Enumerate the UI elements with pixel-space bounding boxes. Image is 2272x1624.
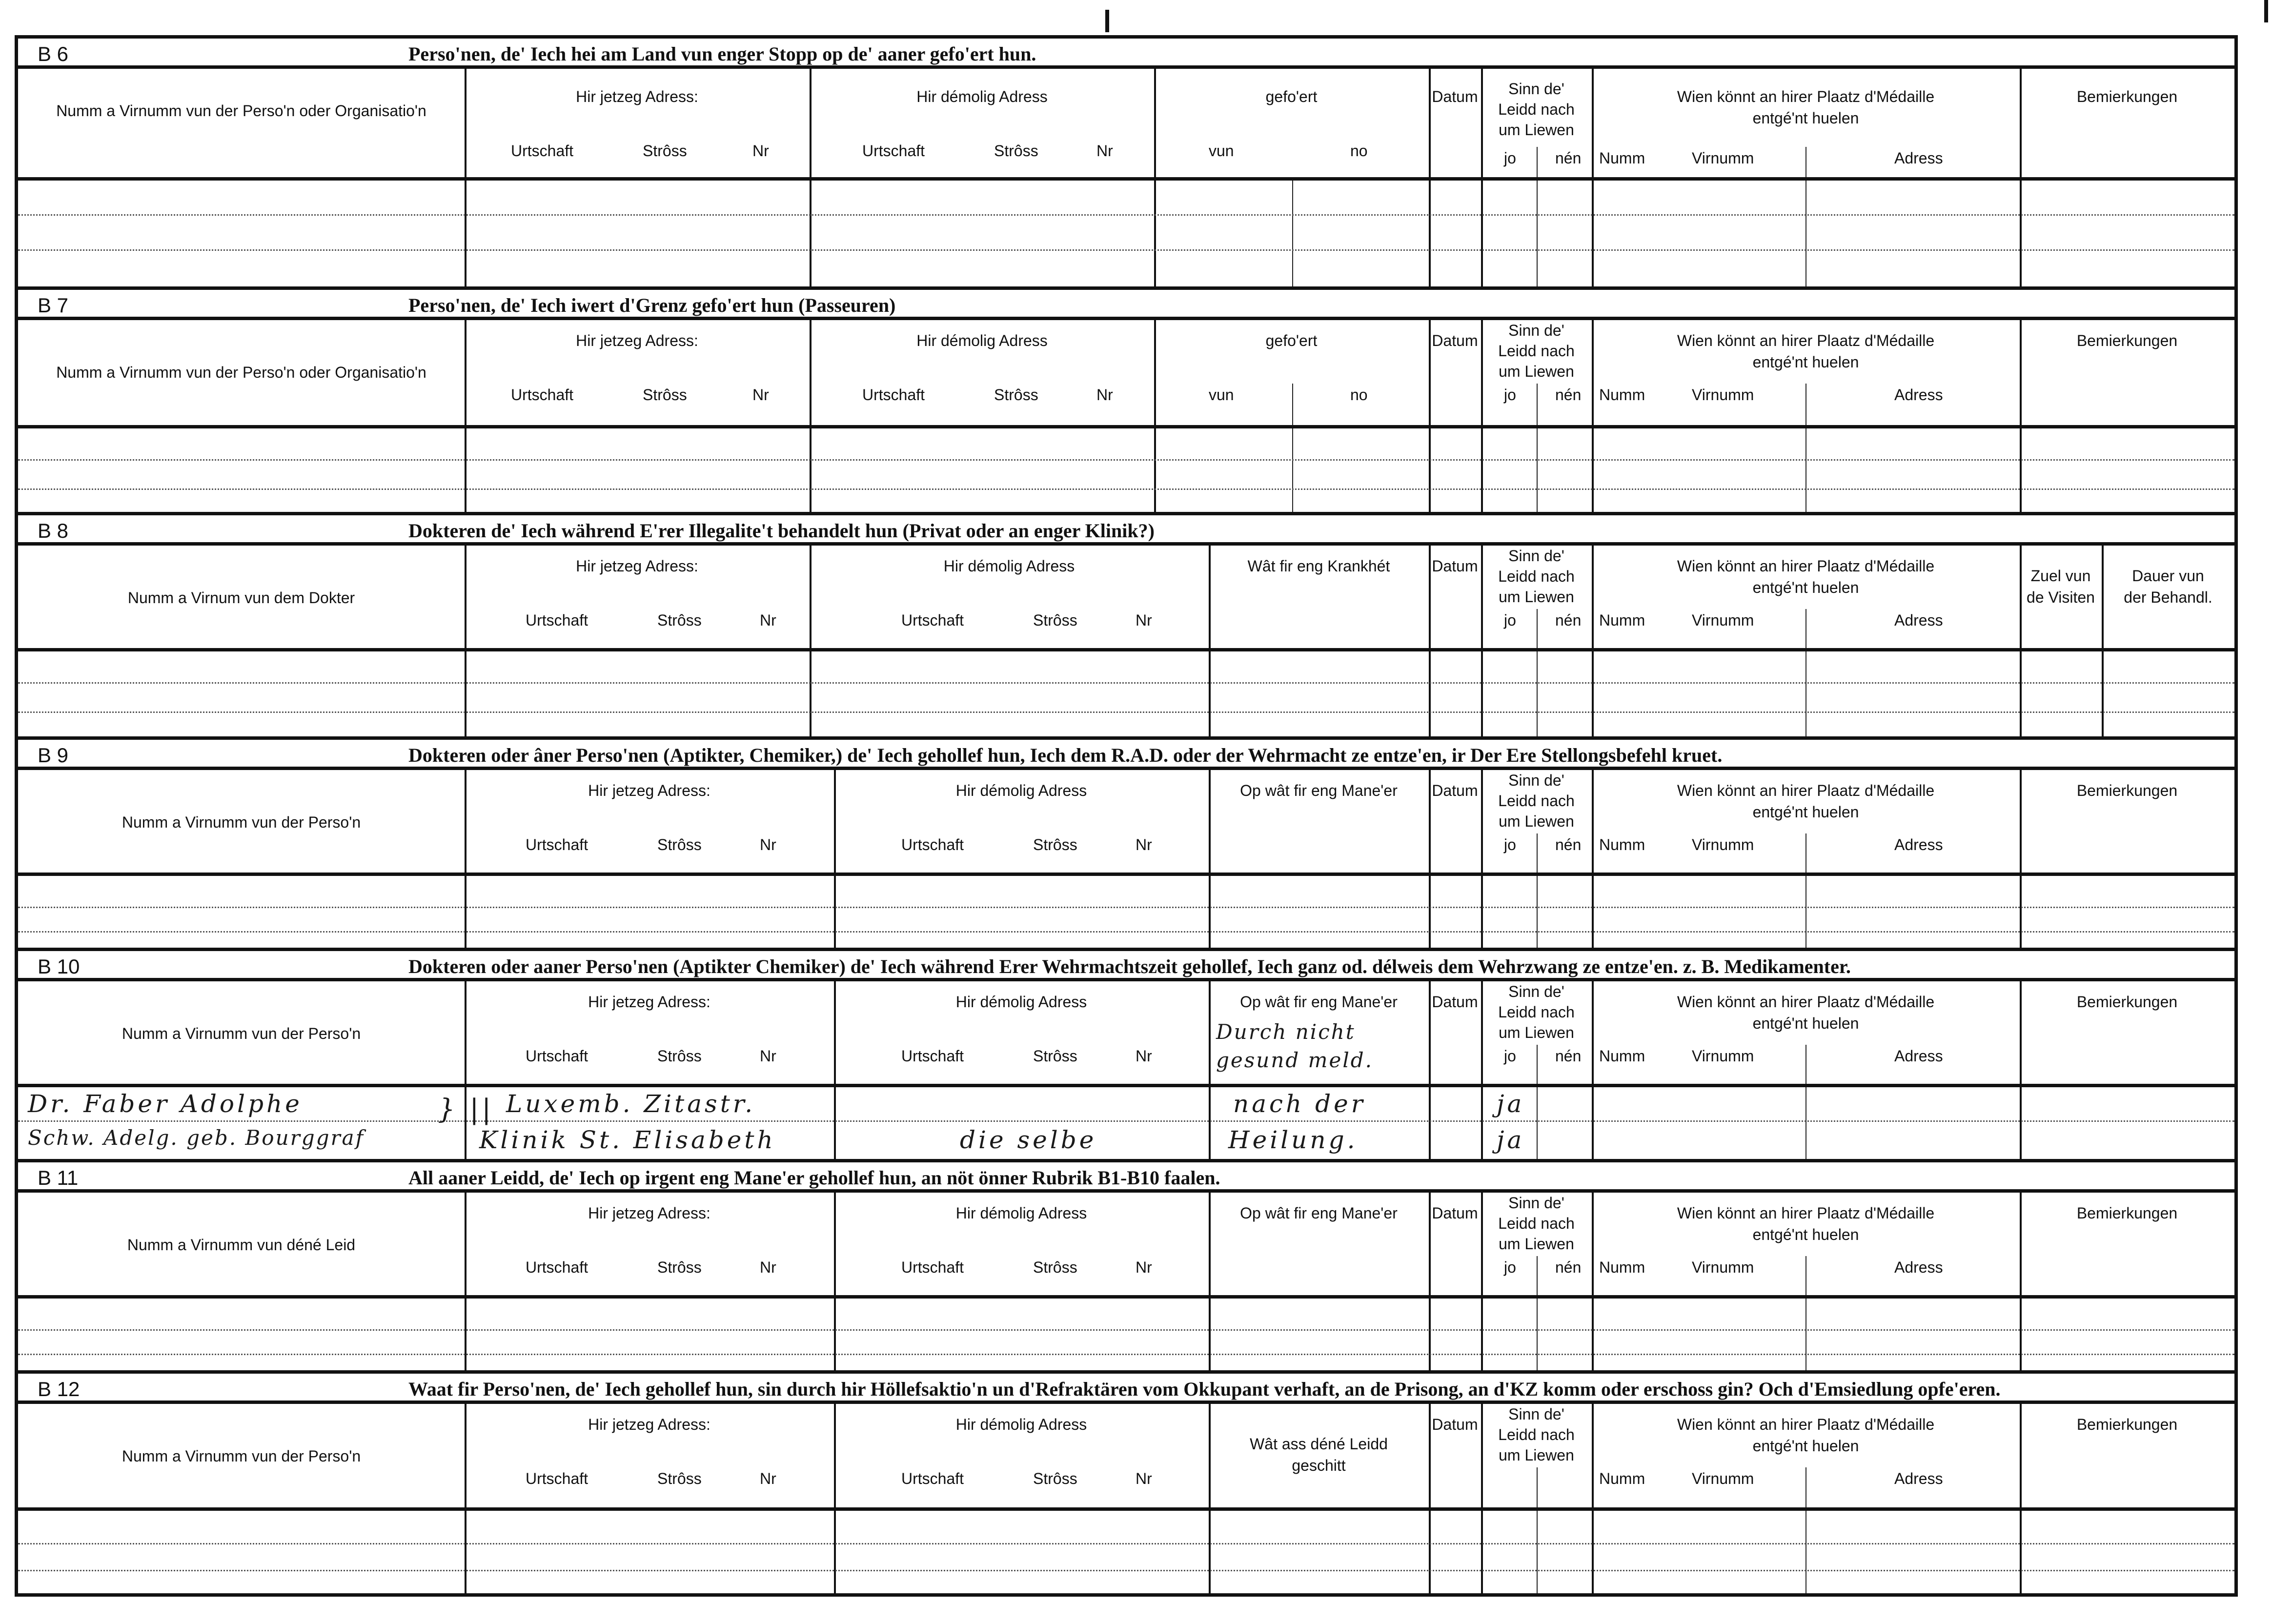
current-address-header: Hir jetzeg Adress: [576, 332, 698, 349]
nen-label: nén [1555, 1047, 1582, 1065]
stross-label: Strôss [657, 836, 702, 853]
scan-mark [1105, 10, 1109, 32]
medal-line: entgé'nt huelen [1752, 579, 1859, 596]
bemierkungen-header: Bemierkungen [2076, 1204, 2178, 1222]
sinn-line: Leidd nach [1498, 568, 1575, 585]
gefoert-header: gefo'ert [1265, 332, 1318, 349]
vun-label: vun [1209, 386, 1234, 404]
nr-label: Nr [1096, 386, 1113, 404]
adress-label: Adress [1894, 149, 1943, 167]
dauer-header [2102, 565, 2234, 608]
urtschaft-label: Urtschaft [511, 386, 574, 404]
bemierkungen-header: Bemierkungen [2076, 88, 2178, 105]
virnumm-label: Virnumm [1692, 1047, 1754, 1065]
medal-header [1592, 555, 2020, 598]
sinn-line: um Liewen [1499, 1446, 1574, 1464]
stross-label: Strôss [994, 142, 1038, 160]
virnumm-label: Virnumm [1692, 149, 1754, 167]
numm-label: Numm [1599, 836, 1645, 853]
urtschaft-label: Urtschaft [526, 1259, 588, 1276]
urtschaft-label: Urtschaft [901, 1259, 964, 1276]
section-grid [18, 320, 2234, 515]
datum-header: Datum [1432, 1416, 1478, 1433]
sinn-line: um Liewen [1499, 812, 1574, 830]
nr-label: Nr [1136, 1259, 1152, 1276]
urtschaft-label: Urtschaft [526, 1047, 588, 1065]
sinn-header [1481, 1404, 1592, 1465]
geschitt-line: geschitt [1292, 1457, 1346, 1474]
virnumm-label: Virnumm [1692, 386, 1754, 404]
sinn-header [1481, 320, 1592, 382]
section-grid [18, 546, 2234, 740]
urtschaft-label: Urtschaft [901, 611, 964, 629]
stross-label: Strôss [643, 386, 687, 404]
datum-header: Datum [1432, 1204, 1478, 1222]
nr-label: Nr [752, 386, 769, 404]
jo-label: jo [1504, 611, 1516, 629]
current-address-header: Hir jetzeg Adress: [576, 88, 698, 105]
nr-label: Nr [752, 142, 769, 160]
numm-label: Numm [1599, 611, 1645, 629]
section-header [18, 290, 2234, 320]
nr-label: Nr [1136, 836, 1152, 853]
medal-header [1592, 780, 2020, 823]
maneier-header: Op wât fir eng Mane'er [1240, 1204, 1398, 1222]
adress-label: Adress [1894, 1259, 1943, 1276]
nr-label: Nr [1136, 611, 1152, 629]
no-label: no [1350, 386, 1368, 404]
dauer-line: der Behandl. [2124, 589, 2212, 606]
jo-label: jo [1504, 1259, 1516, 1276]
sinn-line: Sinn de' [1508, 983, 1564, 1000]
former-address-header: Hir démolig Adress [955, 1416, 1087, 1433]
sinn-header [1481, 546, 1592, 607]
section-header [18, 1374, 2234, 1404]
bemierkungen-header: Bemierkungen [2076, 782, 2178, 799]
sinn-header [1481, 981, 1592, 1043]
numm-label: Numm [1599, 386, 1645, 404]
stross-label: Strôss [1033, 836, 1077, 853]
nr-label: Nr [760, 1470, 776, 1487]
nr-label: Nr [1136, 1047, 1152, 1065]
current-address-header: Hir jetzeg Adress: [588, 993, 710, 1011]
section-title: Dokteren oder âner Perso'nen (Aptikter, Chemiker,) de' Iech gehollef hun, Iech dem R.A.D. oder der Wehrmacht ze entze'en, ir Der Ere Stellongsbefehl kruet. [408, 744, 1723, 766]
medal-line: entgé'nt huelen [1752, 803, 1859, 821]
sinn-line: Leidd nach [1498, 101, 1575, 118]
virnumm-label: Virnumm [1692, 1470, 1754, 1487]
vun-label: vun [1209, 142, 1234, 160]
section-grid [18, 770, 2234, 951]
sinn-line: Leidd nach [1498, 1003, 1575, 1021]
sinn-line: Leidd nach [1498, 342, 1575, 360]
handwritten-row1-address: Luxemb. Zitastr. [506, 1090, 756, 1118]
section-header [18, 1162, 2234, 1193]
section-code: B 9 [38, 744, 69, 767]
current-address-header: Hir jetzeg Adress: [588, 1416, 710, 1433]
handwritten-row2-jo: ja [1497, 1126, 1525, 1154]
section-code: B 11 [38, 1166, 79, 1189]
section-b11 [18, 1162, 2234, 1374]
medal-line: Wien könnt an hirer Plaatz d'Médaille [1677, 782, 1935, 799]
sinn-line: um Liewen [1499, 588, 1574, 606]
section-code: B 12 [38, 1378, 80, 1401]
datum-header: Datum [1432, 782, 1478, 799]
jo-label: jo [1504, 1047, 1516, 1065]
current-address-header: Hir jetzeg Adress: [588, 1204, 710, 1222]
medal-line: Wien könnt an hirer Plaatz d'Médaille [1677, 993, 1935, 1011]
urtschaft-label: Urtschaft [901, 1470, 964, 1487]
section-code: B 7 [38, 294, 69, 317]
virnumm-label: Virnumm [1692, 836, 1754, 853]
name-column-header: Numm a Virnumm vun der Perso'n [122, 1447, 361, 1465]
name-column-header: Numm a Virnumm vun der Perso'n oder Organisatio'n [56, 364, 426, 381]
medal-line: entgé'nt huelen [1752, 353, 1859, 371]
section-b9 [18, 740, 2234, 951]
bemierkungen-header: Bemierkungen [2076, 993, 2178, 1011]
adress-label: Adress [1894, 1470, 1943, 1487]
sinn-line: Sinn de' [1508, 1194, 1564, 1212]
handwritten-row2-address: Klinik St. Elisabeth [479, 1126, 776, 1154]
dauer-line: Dauer vun [2132, 567, 2204, 585]
former-address-header: Hir démolig Adress [943, 557, 1075, 575]
sinn-line: Leidd nach [1498, 792, 1575, 810]
section-title: All aaner Leidd, de' Iech op irgent eng Mane'er gehollef hun, an nöt önner Rubrik B1-B10 faalen. [408, 1167, 1220, 1189]
stross-label: Strôss [643, 142, 687, 160]
section-header [18, 39, 2234, 69]
medal-header [1592, 330, 2020, 373]
section-header [18, 740, 2234, 770]
nen-label: nén [1555, 386, 1582, 404]
stross-label: Strôss [657, 611, 702, 629]
section-b12 [18, 1374, 2234, 1593]
sinn-line: Sinn de' [1508, 1405, 1564, 1423]
sinn-line: um Liewen [1499, 121, 1574, 139]
urtschaft-label: Urtschaft [901, 1047, 964, 1065]
nen-label: nén [1555, 836, 1582, 853]
section-b7 [18, 290, 2234, 515]
sinn-header [1481, 79, 1592, 140]
datum-header: Datum [1432, 88, 1478, 105]
stross-label: Strôss [1033, 1047, 1077, 1065]
medal-line: entgé'nt huelen [1752, 1015, 1859, 1032]
section-title: Perso'nen, de' Iech iwert d'Grenz gefo'ert hun (Passeuren) [408, 294, 896, 316]
urtschaft-label: Urtschaft [526, 836, 588, 853]
handwritten-row1-jo: ja [1497, 1090, 1525, 1118]
nr-label: Nr [760, 836, 776, 853]
name-column-header: Numm a Virnumm vun der Perso'n oder Organisatio'n [56, 102, 426, 120]
stross-label: Strôss [657, 1470, 702, 1487]
section-grid [18, 1404, 2234, 1593]
medal-line: Wien könnt an hirer Plaatz d'Médaille [1677, 1204, 1935, 1222]
geschitt-header [1209, 1433, 1429, 1476]
section-code: B 10 [38, 955, 80, 978]
stross-label: Strôss [1033, 1470, 1077, 1487]
urtschaft-label: Urtschaft [526, 1470, 588, 1487]
section-title: Perso'nen, de' Iech hei am Land vun enger Stopp op de' aaner gefo'ert hun. [408, 43, 1036, 65]
handwritten-bracket-mark: } || [438, 1094, 494, 1125]
medal-header [1592, 1414, 2020, 1457]
stross-label: Strôss [657, 1259, 702, 1276]
current-address-header: Hir jetzeg Adress: [576, 557, 698, 575]
medal-header [1592, 1202, 2020, 1245]
sinn-header [1481, 770, 1592, 832]
urtschaft-label: Urtschaft [862, 142, 925, 160]
medal-line: entgé'nt huelen [1752, 109, 1859, 127]
datum-header: Datum [1432, 557, 1478, 575]
section-title: Waat fir Perso'nen, de' Iech gehollef hun, sin durch hir Höllefsaktio'n un d'Refraktären vom Okkupant verhaft, an de Prisong, an d'KZ komm oder erschoss gin? Och d'Emsiedlung opfe'eren. [408, 1378, 2001, 1400]
jo-label: jo [1504, 836, 1516, 853]
jo-label: jo [1504, 386, 1516, 404]
medal-line: entgé'nt huelen [1752, 1226, 1859, 1243]
sinn-line: um Liewen [1499, 1024, 1574, 1041]
nr-label: Nr [760, 1259, 776, 1276]
former-address-header: Hir démolig Adress [955, 993, 1087, 1011]
medal-header [1592, 991, 2020, 1034]
sinn-line: Leidd nach [1498, 1426, 1575, 1443]
scan-mark-edge [2264, 0, 2268, 22]
medal-line: Wien könnt an hirer Plaatz d'Médaille [1677, 557, 1935, 575]
medal-header [1592, 86, 2020, 129]
handwritten-row2-maneier: Heilung. [1228, 1126, 1358, 1154]
section-header [18, 951, 2234, 981]
section-title: Dokteren oder aaner Perso'nen (Aptikter Chemiker) de' Iech während Erer Wehrmachtszeit gehollef, Iech ganz od. délweis dem Wehrzwang ze entze'en. z. B. Medikamenter. [408, 955, 1851, 977]
nr-label: Nr [1136, 1470, 1152, 1487]
nen-label: nén [1555, 149, 1582, 167]
section-title: Dokteren de' Iech während E'rer Illegalite't behandelt hun (Privat oder an enger Klinik?) [408, 520, 1155, 542]
handwritten-row1-name: Dr. Faber Adolphe [28, 1090, 303, 1118]
section-code: B 8 [38, 519, 69, 542]
handwritten-row1-maneier: nach der [1233, 1090, 1366, 1118]
medal-line: Wien könnt an hirer Plaatz d'Médaille [1677, 1416, 1935, 1433]
stross-label: Strôss [1033, 611, 1077, 629]
adress-label: Adress [1894, 1047, 1943, 1065]
medal-line: Wien könnt an hirer Plaatz d'Médaille [1677, 332, 1935, 349]
sinn-line: Sinn de' [1508, 547, 1564, 565]
section-b8 [18, 515, 2234, 740]
zuel-line: Zuel vun [2030, 567, 2091, 585]
adress-label: Adress [1894, 836, 1943, 853]
sinn-header [1481, 1193, 1592, 1254]
bemierkungen-header: Bemierkungen [2076, 1416, 2178, 1433]
sinn-line: Sinn de' [1508, 322, 1564, 339]
nr-label: Nr [760, 611, 776, 629]
nr-label: Nr [760, 1047, 776, 1065]
handwritten-row2-demolig: die selbe [960, 1126, 1097, 1154]
sinn-line: um Liewen [1499, 363, 1574, 380]
urtschaft-label: Urtschaft [862, 386, 925, 404]
sinn-line: Sinn de' [1508, 771, 1564, 789]
maneier-header: Op wât fir eng Mane'er [1240, 782, 1398, 799]
urtschaft-label: Urtschaft [901, 836, 964, 853]
nen-label: nén [1555, 1259, 1582, 1276]
no-label: no [1350, 142, 1368, 160]
numm-label: Numm [1599, 1259, 1645, 1276]
section-header [18, 515, 2234, 546]
urtschaft-label: Urtschaft [526, 611, 588, 629]
name-column-header: Numm a Virnumm vun déné Leid [127, 1236, 356, 1254]
form-frame [15, 35, 2238, 1597]
former-address-header: Hir démolig Adress [916, 88, 1048, 105]
current-address-header: Hir jetzeg Adress: [588, 782, 710, 799]
krankheet-header: Wât fir eng Krankhét [1247, 557, 1390, 575]
section-code: B 6 [38, 42, 69, 65]
name-column-header: Numm a Virnum vun dem Dokter [127, 589, 355, 607]
former-address-header: Hir démolig Adress [955, 782, 1087, 799]
urtschaft-label: Urtschaft [511, 142, 574, 160]
geschitt-line: Wât ass déné Leidd [1250, 1435, 1388, 1453]
bemierkungen-header: Bemierkungen [2076, 332, 2178, 349]
name-column-header: Numm a Virnumm vun der Perso'n [122, 813, 361, 831]
virnumm-label: Virnumm [1692, 611, 1754, 629]
section-b10 [18, 951, 2234, 1162]
virnumm-label: Virnumm [1692, 1259, 1754, 1276]
datum-header: Datum [1432, 993, 1478, 1011]
section-grid [18, 69, 2234, 290]
numm-label: Numm [1599, 1047, 1645, 1065]
zuel-header [2020, 565, 2102, 608]
stross-label: Strôss [994, 386, 1038, 404]
numm-label: Numm [1599, 1470, 1645, 1487]
numm-label: Numm [1599, 149, 1645, 167]
former-address-header: Hir démolig Adress [955, 1204, 1087, 1222]
zuel-line: de Visiten [2027, 589, 2095, 606]
gefoert-header: gefo'ert [1265, 88, 1318, 105]
jo-label: jo [1504, 149, 1516, 167]
adress-label: Adress [1894, 386, 1943, 404]
handwritten-maneier-note: Durch nicht gesund meld. [1216, 1020, 1373, 1072]
handwritten-row2-name: Schw. Adelg. geb. Bourggraf [28, 1126, 365, 1150]
medal-line: entgé'nt huelen [1752, 1437, 1859, 1455]
nen-label: nén [1555, 611, 1582, 629]
medal-line: Wien könnt an hirer Plaatz d'Médaille [1677, 88, 1935, 105]
stross-label: Strôss [657, 1047, 702, 1065]
section-grid [18, 981, 2234, 1162]
section-grid [18, 1193, 2234, 1374]
name-column-header: Numm a Virnumm vun der Perso'n [122, 1025, 361, 1042]
section-b6 [18, 39, 2234, 290]
sinn-line: um Liewen [1499, 1235, 1574, 1253]
stross-label: Strôss [1033, 1259, 1077, 1276]
datum-header: Datum [1432, 332, 1478, 349]
former-address-header: Hir démolig Adress [916, 332, 1048, 349]
sinn-line: Leidd nach [1498, 1215, 1575, 1232]
sinn-line: Sinn de' [1508, 80, 1564, 98]
maneier-header: Op wât fir eng Mane'er [1240, 993, 1398, 1011]
adress-label: Adress [1894, 611, 1943, 629]
nr-label: Nr [1096, 142, 1113, 160]
